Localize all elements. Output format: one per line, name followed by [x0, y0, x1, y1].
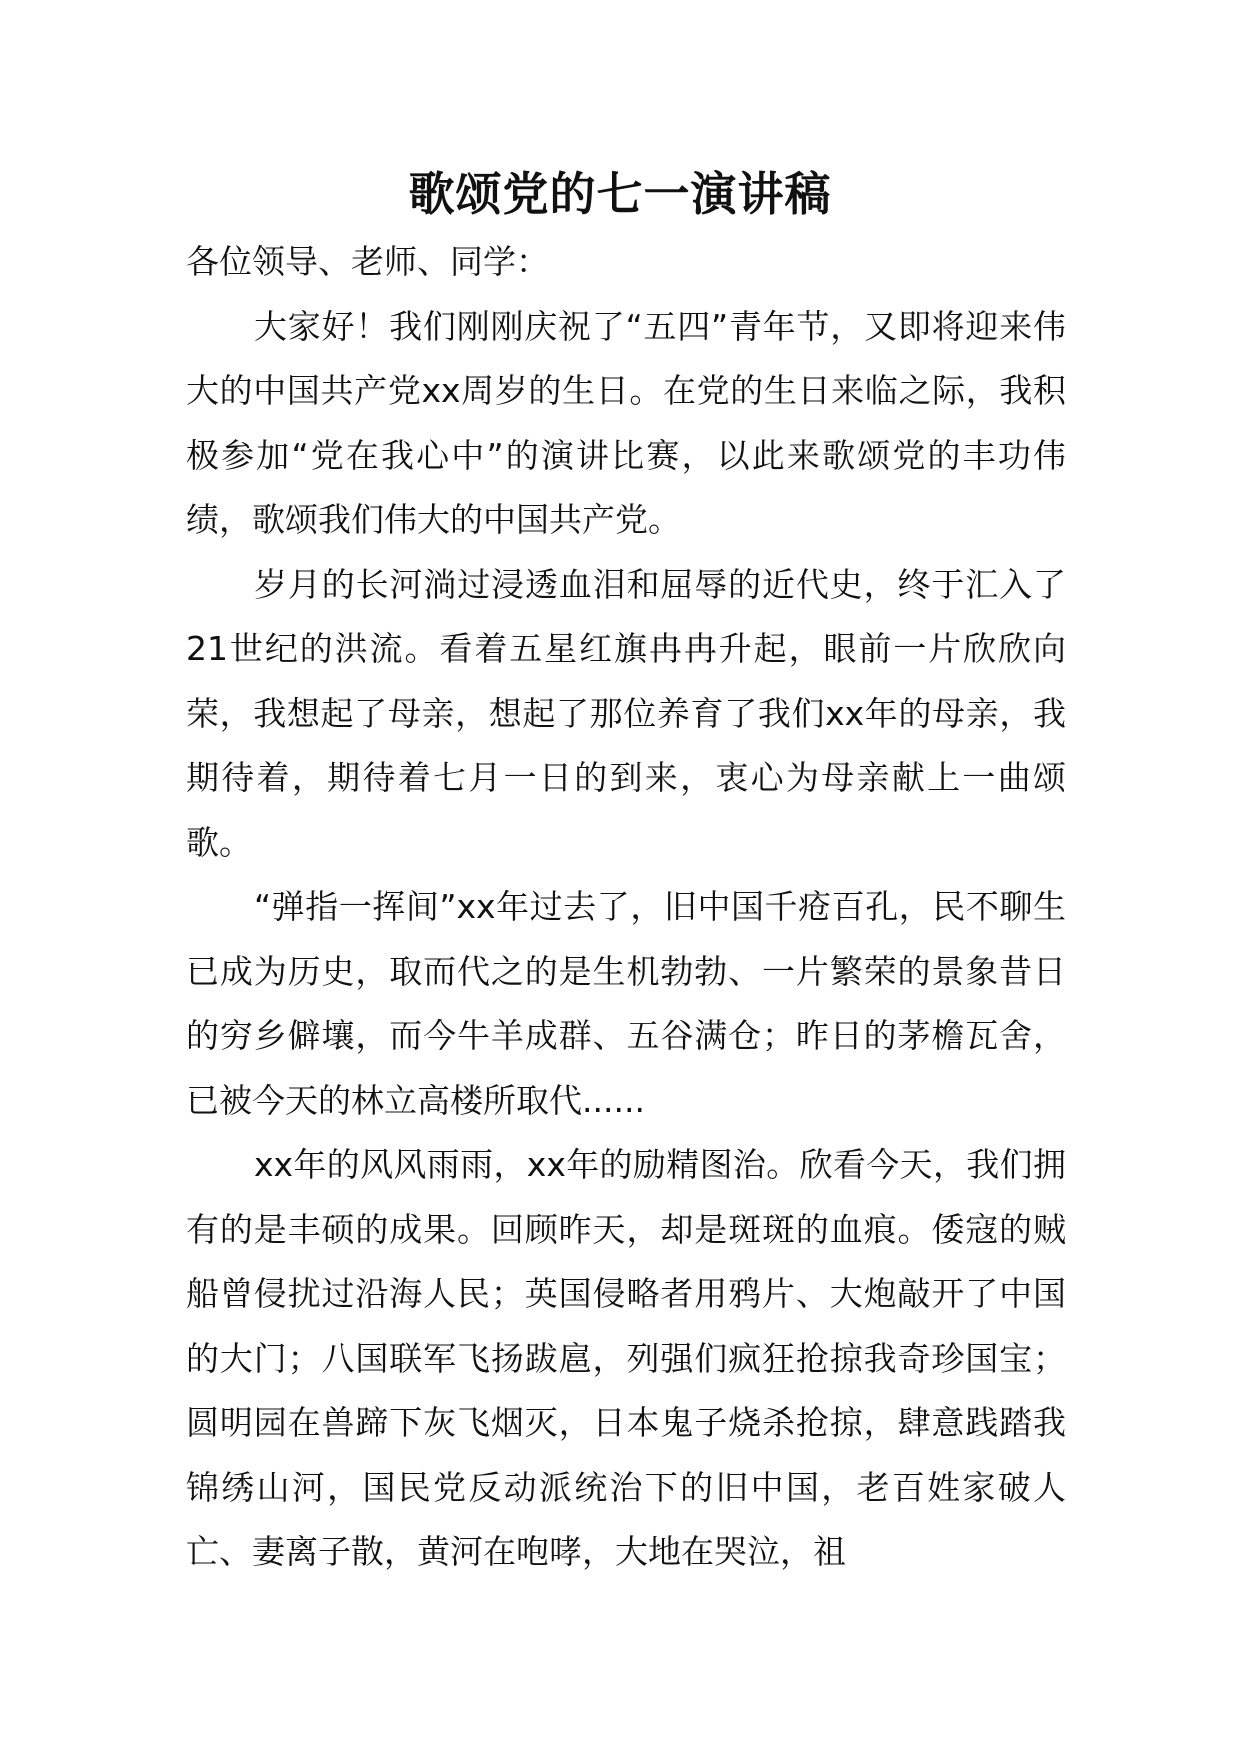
document-title: 歌颂党的七一演讲稿: [408, 167, 832, 221]
salutation: 各位领导、老师、同学：: [186, 242, 549, 281]
document-body: [186, 230, 1066, 1585]
paragraph: 大家好！我们刚刚庆祝了“五四”青年节，又即将迎来伟大的中国共产党xx周岁的生日。在党的生日来临之际，我积极参加“党在我心中”的演讲比赛，以此来歌颂党的丰功伟绩，歌颂我们伟大的中国共产党。: [186, 306, 1066, 539]
paragraph: “弹指一挥间”xx年过去了，旧中国千疮百孔，民不聊生已成为历史，取而代之的是生机勃勃、一片繁荣的景象昔日的穷乡僻壤，而今牛羊成群、五谷满仓；昨日的茅檐瓦舍，已被今天的林立高楼所取代......: [186, 887, 1066, 1120]
paragraph: 岁月的长河淌过浸透血泪和屈辱的近代史，终于汇入了21世纪的洪流。看着五星红旗冉冉升起，眼前一片欣欣向荣，我想起了母亲，想起了那位养育了我们xx年的母亲，我期待着，期待着七月一日的到来，衷心为母亲献上一曲颂歌。: [186, 564, 1066, 862]
paragraph: xx年的风风雨雨，xx年的励精图治。欣看今天，我们拥有的是丰硕的成果。回顾昨天，却是斑斑的血痕。倭寇的贼船曾侵扰过沿海人民；英国侵略者用鸦片、大炮敲开了中国的大门；八国联军飞扬跋扈，列强们疯狂抢掠我奇珍国宝；圆明园在兽蹄下灰飞烟灭，日本鬼子烧杀抢掠，肆意践踏我锦绣山河，国民党反动派统治下的旧中国，老百姓家破人亡、妻离子散，黄河在咆哮，大地在哭泣，祖: [186, 1145, 1066, 1571]
